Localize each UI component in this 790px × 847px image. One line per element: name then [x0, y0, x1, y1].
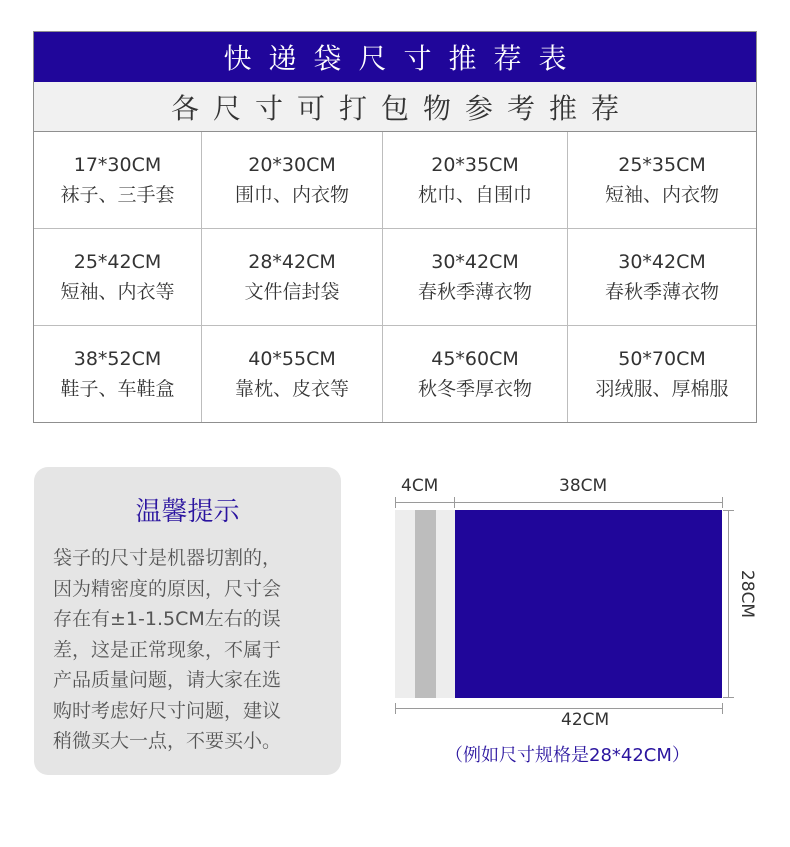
size-items: 枕巾、自围巾 — [417, 183, 532, 206]
bag-dimension-diagram — [385, 470, 765, 780]
size-value: 28*42CM — [248, 250, 336, 273]
size-value: 25*42CM — [73, 250, 162, 273]
size-value: 50*70CM — [618, 347, 706, 370]
size-cell — [201, 326, 382, 422]
tips-card — [34, 467, 341, 775]
body-width-label: 38CM — [559, 476, 608, 496]
size-value: 30*42CM — [431, 250, 519, 273]
height-label: 28CM — [737, 569, 757, 619]
dimension-tick — [723, 510, 734, 511]
bag-seal-strip — [415, 510, 436, 698]
size-value: 40*55CM — [248, 347, 336, 370]
dimension-tick — [723, 697, 734, 698]
size-items: 秋冬季厚衣物 — [417, 377, 532, 400]
table-row — [34, 132, 756, 228]
bag-body — [455, 510, 722, 698]
size-items: 靠枕、皮衣等 — [234, 377, 349, 400]
size-items: 短袖、内衣等 — [60, 280, 175, 303]
dimension-tick — [722, 497, 723, 508]
top-dimension-line — [395, 502, 723, 503]
size-cell — [382, 229, 567, 325]
tips-line: 稍微买大一点，不要买小。 — [53, 730, 282, 752]
size-cell — [34, 132, 201, 228]
size-value: 20*30CM — [248, 153, 336, 176]
table-subtitle: 各尺寸可打包物参考推荐 — [34, 82, 756, 132]
size-items: 围巾、内衣物 — [234, 183, 349, 206]
size-value: 17*30CM — [73, 153, 162, 176]
tips-line: 购时考虑好尺寸问题，建议 — [53, 699, 282, 722]
size-items: 春秋季薄衣物 — [604, 280, 719, 303]
tips-line: 因为精密度的原因，尺寸会 — [53, 577, 282, 600]
dimension-tick — [395, 703, 396, 714]
tips-line: 存在有±1-1.5CM左右的误 — [53, 608, 281, 630]
flap-width-label: 4CM — [401, 476, 439, 496]
size-value: 38*52CM — [73, 347, 162, 370]
size-cell — [34, 229, 201, 325]
example-caption: （例如尺寸规格是28*42CM） — [445, 745, 690, 766]
size-cell — [382, 326, 567, 422]
size-cell — [34, 326, 201, 422]
total-width-label: 42CM — [561, 710, 610, 730]
size-cell — [201, 229, 382, 325]
table-row — [34, 325, 756, 422]
size-items: 袜子、三手套 — [60, 183, 175, 206]
tips-title: 温馨提示 — [135, 497, 240, 527]
dimension-tick — [722, 703, 723, 714]
size-value: 20*35CM — [431, 153, 519, 176]
size-items: 文件信封袋 — [244, 280, 340, 303]
size-items: 鞋子、车鞋盒 — [60, 377, 175, 400]
size-cell — [201, 132, 382, 228]
size-cell — [567, 229, 756, 325]
table-row — [34, 228, 756, 325]
dimension-tick — [454, 497, 455, 508]
dimension-tick — [395, 497, 396, 508]
size-grid — [34, 132, 756, 422]
size-items: 短袖、内衣物 — [604, 183, 719, 206]
size-items: 春秋季薄衣物 — [417, 280, 532, 303]
tips-line: 差，这是正常现象，不属于 — [53, 638, 282, 661]
size-value: 25*35CM — [618, 153, 706, 176]
bottom-dimension-line — [395, 708, 723, 709]
tips-line: 产品质量问题，请大家在选 — [53, 669, 282, 691]
tips-body — [53, 543, 329, 757]
size-cell — [382, 132, 567, 228]
size-recommendation-table — [33, 31, 757, 423]
size-cell — [567, 326, 756, 422]
size-items: 羽绒服、厚棉服 — [595, 377, 729, 400]
size-value: 30*42CM — [618, 250, 706, 273]
size-cell — [567, 132, 756, 228]
table-title: 快递袋尺寸推荐表 — [34, 32, 756, 82]
tips-line: 袋子的尺寸是机器切割的， — [53, 547, 282, 569]
right-dimension-line — [728, 510, 729, 698]
size-value: 45*60CM — [431, 347, 519, 370]
